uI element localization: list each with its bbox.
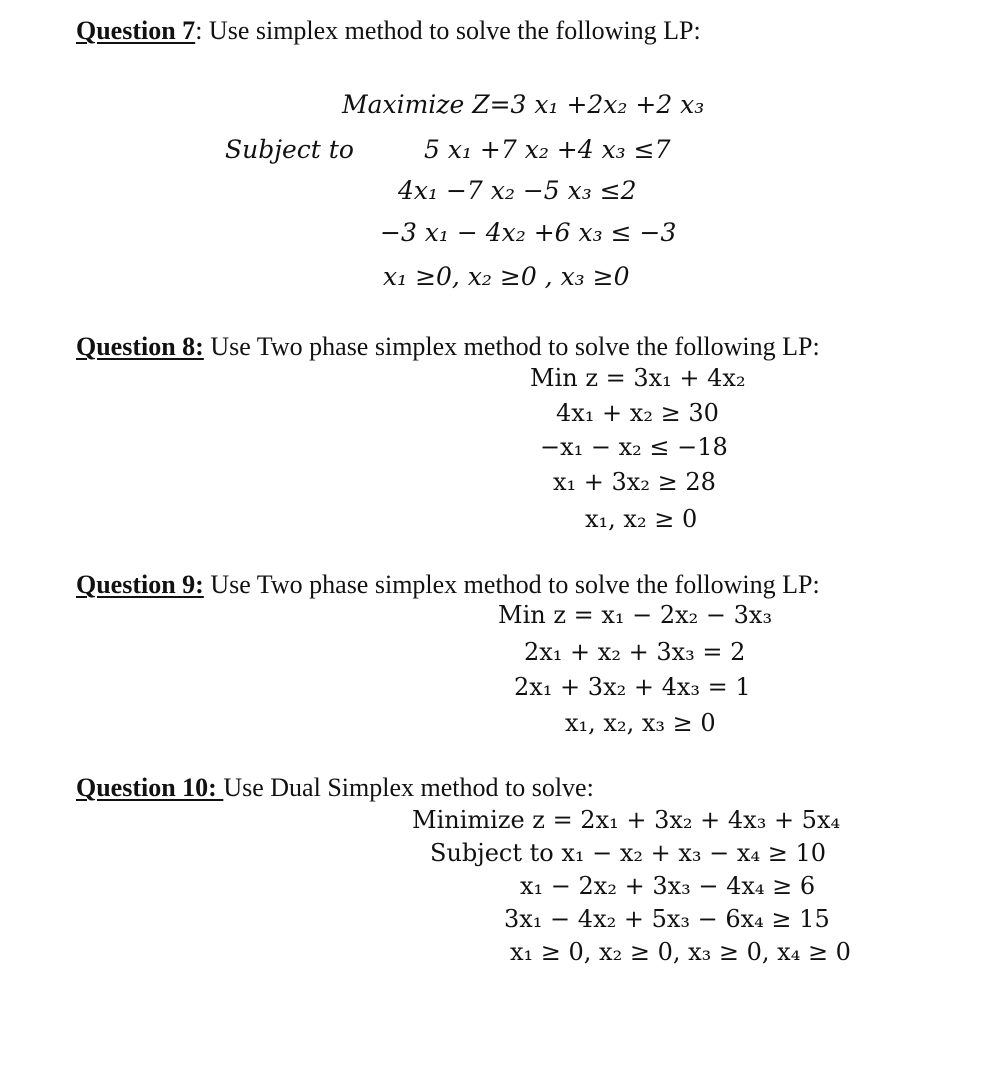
q8-objective: Min z = 3x₁ + 4x₂	[530, 364, 746, 392]
q8-constraint-1: 4x₁ + x₂ ≥ 30	[556, 399, 719, 427]
q8-nonnegativity: x₁, x₂ ≥ 0	[585, 505, 698, 533]
question-9-instruction: Use Two phase simplex method to solve the following LP:	[203, 570, 820, 599]
question-7-heading	[76, 16, 701, 46]
question-8-instruction: Use Two phase simplex method to solve the following LP:	[203, 332, 820, 361]
question-7-instruction: Use simplex method to solve the following LP:	[202, 16, 701, 45]
q9-constraint-1: 2x₁ + x₂ + 3x₃ = 2	[524, 638, 746, 666]
q9-constraint-2: 2x₁ + 3x₂ + 4x₃ = 1	[514, 673, 751, 701]
q8-constraint-2: −x₁ − x₂ ≤ −18	[540, 433, 728, 461]
q10-nonnegativity: x₁ ≥ 0, x₂ ≥ 0, x₃ ≥ 0, x₄ ≥ 0	[510, 938, 851, 966]
q7-subject-to: Subject to	[225, 135, 354, 164]
q9-objective: Min z = x₁ − 2x₂ − 3x₃	[498, 601, 773, 629]
q10-constraint-1: Subject to x₁ − x₂ + x₃ − x₄ ≥ 10	[430, 839, 826, 867]
question-7-separator: :	[195, 16, 203, 45]
question-10-instruction: Use Dual Simplex method to solve:	[223, 773, 594, 802]
question-9-label: Question 9:	[76, 570, 204, 599]
q10-objective: Minimize z = 2x₁ + 3x₂ + 4x₃ + 5x₄	[412, 806, 841, 834]
q10-constraint-3: 3x₁ − 4x₂ + 5x₃ − 6x₄ ≥ 15	[504, 905, 830, 933]
question-7-label: Question 7	[76, 16, 196, 45]
question-10-label: Question 10:	[76, 773, 224, 802]
q7-constraint-1: 5 x₁ +7 x₂ +4 x₃ ≤7	[424, 135, 671, 164]
q7-objective: Maximize Z=3 x₁ +2x₂ +2 x₃	[342, 90, 705, 119]
question-9-heading	[76, 570, 820, 600]
q10-constraint-2: x₁ − 2x₂ + 3x₃ − 4x₄ ≥ 6	[520, 872, 816, 900]
q7-nonnegativity: x₁ ≥0, x₂ ≥0 , x₃ ≥0	[383, 262, 630, 291]
q8-constraint-3: x₁ + 3x₂ ≥ 28	[553, 468, 716, 496]
question-10-heading	[76, 773, 594, 803]
q9-nonnegativity: x₁, x₂, x₃ ≥ 0	[565, 709, 716, 737]
q7-constraint-2: 4x₁ −7 x₂ −5 x₃ ≤2	[398, 176, 637, 205]
question-8-heading	[76, 332, 820, 362]
q7-constraint-3: −3 x₁ − 4x₂ +6 x₃ ≤ −3	[380, 218, 677, 247]
question-8-label: Question 8:	[76, 332, 204, 361]
